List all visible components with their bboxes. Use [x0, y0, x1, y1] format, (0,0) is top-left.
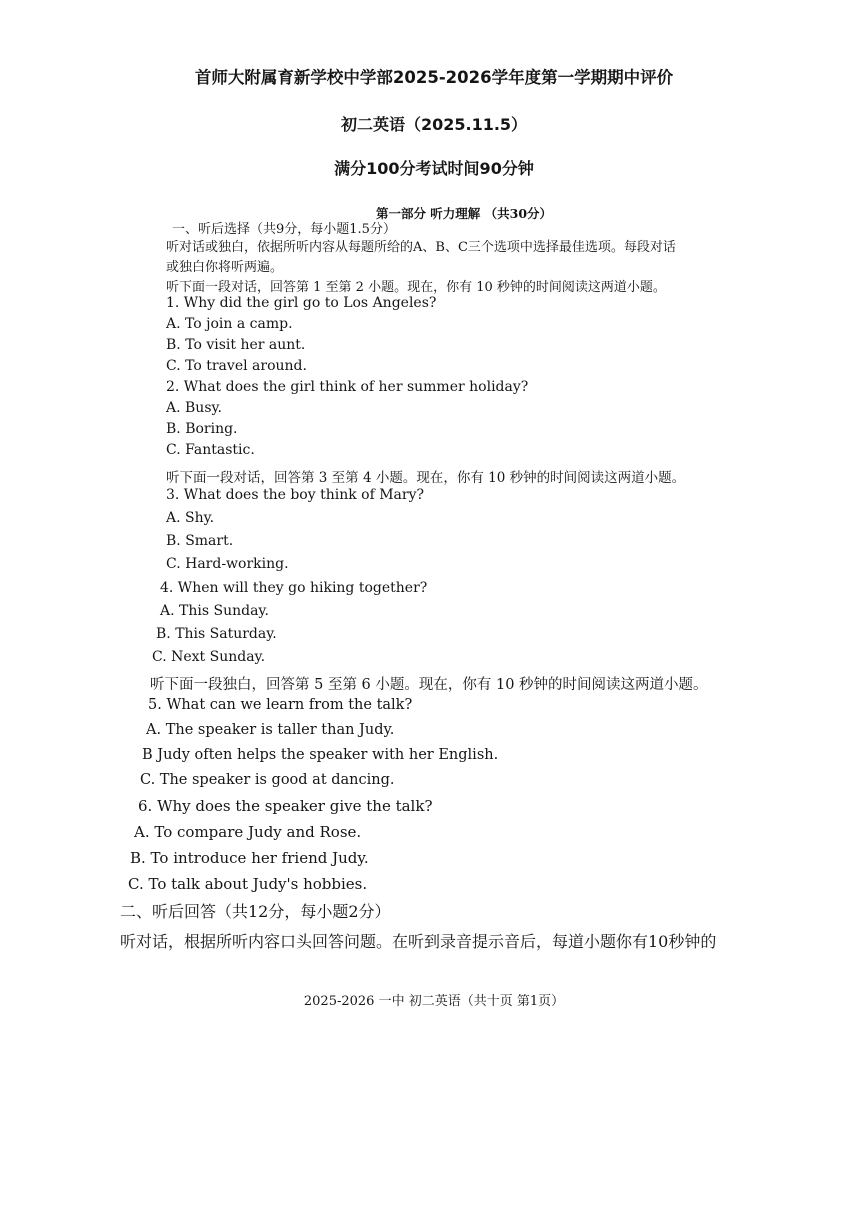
option: B. To introduce her friend Judy.	[130, 849, 369, 867]
group-instruction: 听下面一段对话，回答第 3 至第 4 小题。现在，你有 10 秒钟的时间阅读这两道小题。	[166, 470, 686, 486]
question: 1. Why did the girl go to Los Angeles?	[166, 295, 437, 311]
option: A. The speaker is taller than Judy.	[146, 722, 395, 738]
section1-title: 一、听后选择（共9分，每小题1.5分）	[172, 222, 396, 237]
option: A. Shy.	[166, 510, 215, 526]
option: B. Smart.	[166, 533, 234, 549]
option: A. This Sunday.	[160, 603, 269, 619]
part1-heading: 第一部分 听力理解 （共30分）	[375, 206, 553, 221]
option: B Judy often helps the speaker with her English.	[142, 747, 499, 763]
question: 5. What can we learn from the talk?	[148, 697, 413, 713]
option: C. To travel around.	[166, 358, 307, 374]
section1-instruction: 听对话或独白，依据所听内容从每题所给的A、B、C三个选项中选择最佳选项。每段对话	[166, 240, 676, 255]
option: B. To visit her aunt.	[166, 337, 306, 353]
question: 3. What does the boy think of Mary?	[166, 487, 424, 503]
exam-subject: 初二英语（2025.11.5）	[340, 115, 528, 134]
section2-instruction: 听对话，根据所听内容口头回答问题。在听到录音提示音后，每道小题你有10秒钟的	[120, 932, 717, 951]
question: 2. What does the girl think of her summer holiday?	[166, 379, 529, 395]
exam-score-time: 满分100分考试时间90分钟	[334, 159, 534, 178]
group-instruction: 听下面一段独白，回答第 5 至第 6 小题。现在，你有 10 秒钟的时间阅读这两道小题。	[150, 677, 708, 693]
option: C. Hard-working.	[166, 556, 289, 572]
option: C. Fantastic.	[166, 442, 255, 458]
section2-title: 二、听后回答（共12分，每小题2分）	[120, 902, 391, 921]
option: B. Boring.	[166, 421, 238, 437]
section1-instruction: 或独白你将听两遍。	[166, 260, 284, 275]
option: A. Busy.	[166, 400, 222, 416]
exam-title: 首师大附属育新学校中学部2025-2026学年度第一学期期中评价	[194, 68, 674, 87]
option: B. This Saturday.	[156, 626, 277, 642]
option: A. To compare Judy and Rose.	[134, 823, 362, 841]
option: C. The speaker is good at dancing.	[140, 772, 395, 788]
question: 4. When will they go hiking together?	[160, 580, 428, 596]
option: A. To join a camp.	[166, 316, 293, 332]
option: C. To talk about Judy's hobbies.	[128, 875, 368, 893]
page-footer: 2025-2026 一中 初二英语（共十页 第1页）	[303, 994, 565, 1009]
question: 6. Why does the speaker give the talk?	[138, 797, 433, 815]
group-instruction: 听下面一段对话，回答第 1 至第 2 小题。现在，你有 10 秒钟的时间阅读这两道小题。	[166, 280, 666, 295]
option: C. Next Sunday.	[152, 649, 266, 665]
